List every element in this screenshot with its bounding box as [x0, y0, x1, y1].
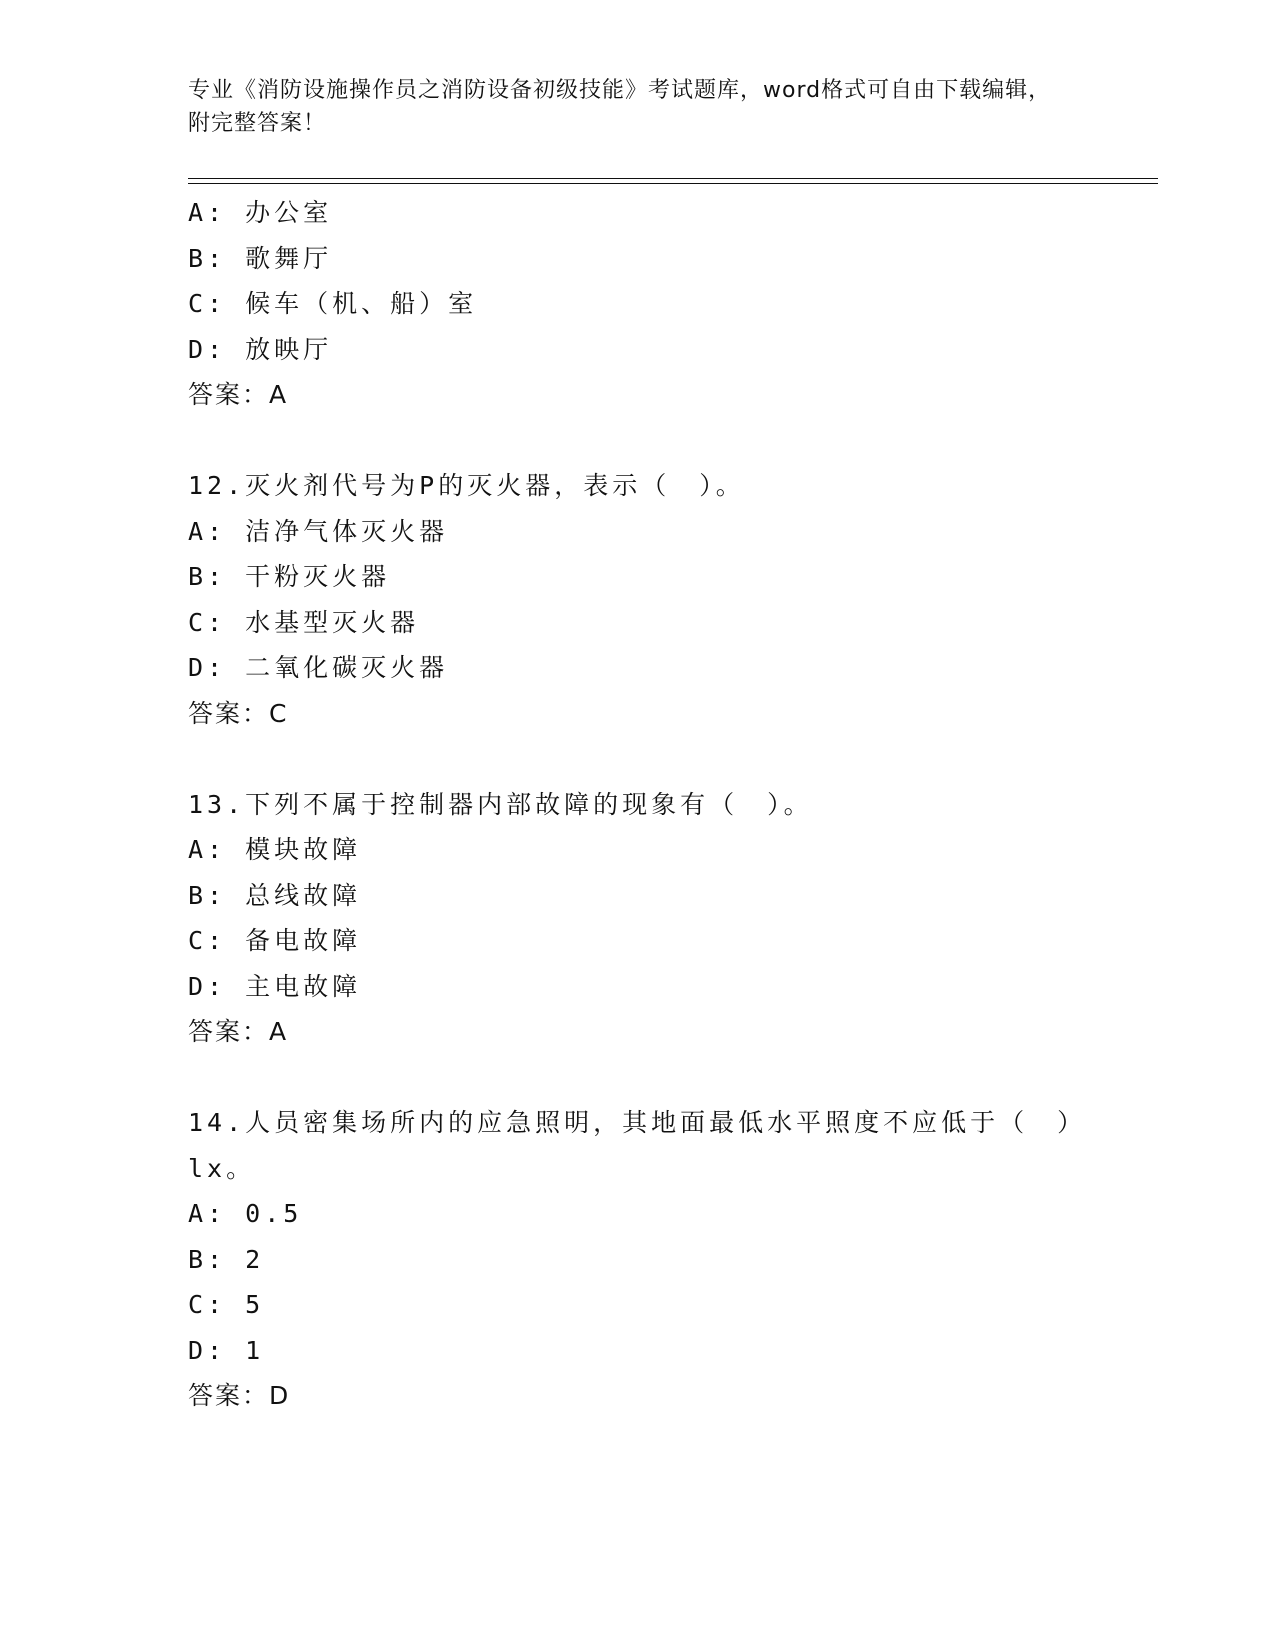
answer: 答案：A	[188, 1017, 289, 1046]
option-d: D: 1	[188, 1335, 265, 1365]
document-intro: 专业《消防设施操作员之消防设备初级技能》考试题库，word格式可自由下载编辑，附完整答案！	[188, 78, 1052, 136]
option-a: A: 模块故障	[188, 835, 362, 864]
option-c: C: 5	[188, 1290, 265, 1319]
spacer	[188, 1055, 1088, 1101]
header-divider-bottom	[188, 183, 1158, 184]
option-d: D: 放映厅	[188, 334, 333, 364]
option-a: A: 洁净气体灭火器	[188, 516, 449, 546]
option-d: D: 二氧化碳灭火器	[188, 653, 449, 682]
answer: 答案：A	[188, 380, 289, 409]
answer: 答案：C	[188, 698, 289, 728]
option-b: B: 歌舞厅	[188, 243, 333, 273]
question-text: 14.人员密集场所内的应急照明，其地面最低水平照度不应低于（ ）lx。	[188, 1108, 1074, 1183]
question-fragment	[188, 190, 1088, 418]
option-b: B: 2	[188, 1244, 265, 1274]
spacer	[188, 418, 1088, 464]
question-14	[188, 1100, 1088, 1419]
spacer	[188, 736, 1088, 782]
option-d: D: 主电故障	[188, 971, 362, 1001]
option-b: B: 总线故障	[188, 880, 362, 910]
question-list	[188, 190, 1088, 1419]
question-text: 12.灭火剂代号为P的灭火器，表示（ ）。	[188, 471, 745, 500]
option-b: B: 干粉灭火器	[188, 562, 391, 591]
option-a: A: 0.5	[188, 1199, 303, 1228]
question-12	[188, 463, 1088, 736]
answer: 答案：D	[188, 1381, 291, 1410]
question-13	[188, 782, 1088, 1055]
option-a: A: 办公室	[188, 198, 333, 227]
header-divider-top	[188, 178, 1158, 179]
question-text: 13.下列不属于控制器内部故障的现象有（ ）。	[188, 789, 813, 819]
option-c: C: 备电故障	[188, 926, 362, 955]
option-c: C: 候车（机、船）室	[188, 289, 478, 318]
option-c: C: 水基型灭火器	[188, 607, 420, 637]
